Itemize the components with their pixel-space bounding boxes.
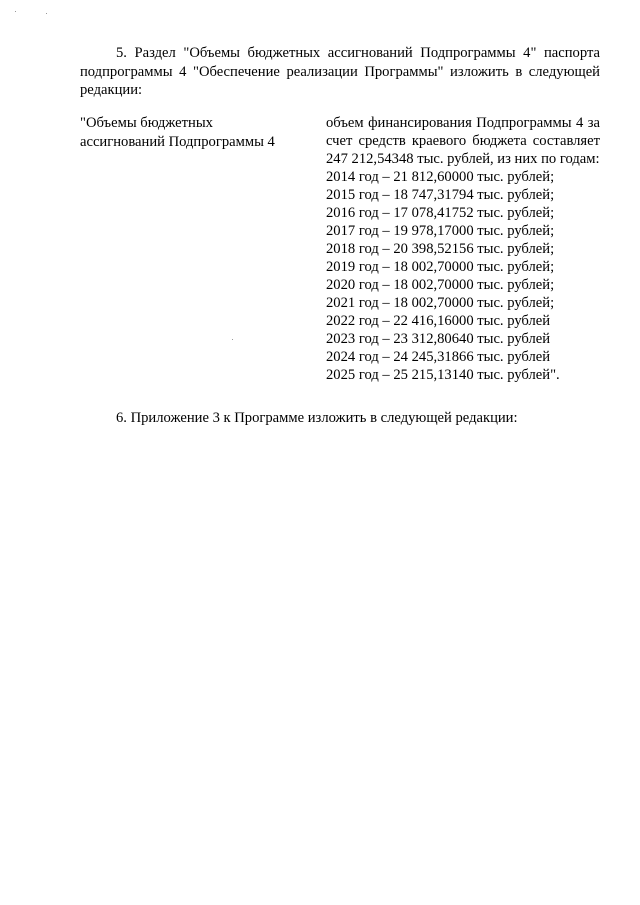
item-6-paragraph: [80, 409, 600, 428]
funding-years-list: [326, 168, 600, 384]
funding-year-item: 2024 год – 24 245,31866 тыс. рублей: [326, 349, 551, 365]
funding-year-item: 2018 год – 20 398,52156 тыс. рублей;: [326, 241, 555, 257]
funding-year-item: 2022 год – 22 416,16000 тыс. рублей: [326, 313, 551, 329]
item-6-text: 6. Приложение 3 к Программе изложить в следующей редакции:: [116, 410, 518, 426]
funding-year-item: 2015 год – 18 747,31794 тыс. рублей;: [326, 187, 555, 203]
funding-label-text: "Объемы бюджетных ассигнований Подпрограммы 4: [80, 115, 275, 150]
funding-year-item: 2023 год – 23 312,80640 тыс. рублей: [326, 331, 551, 347]
scan-speck: [232, 339, 233, 340]
funding-value-cell: [326, 114, 600, 384]
funding-year-item: 2016 год – 17 078,41752 тыс. рублей;: [326, 205, 555, 221]
funding-year-item: 2019 год – 18 002,70000 тыс. рублей;: [326, 259, 555, 275]
funding-year-item: 2021 год – 18 002,70000 тыс. рублей;: [326, 295, 555, 311]
funding-year-item: 2020 год – 18 002,70000 тыс. рублей;: [326, 277, 555, 293]
funding-year-item: 2017 год – 19 978,17000 тыс. рублей;: [326, 223, 555, 239]
funding-year-item: 2025 год – 25 215,13140 тыс. рублей".: [326, 367, 560, 383]
item-5-paragraph: [80, 44, 600, 100]
scan-speck: [15, 11, 16, 12]
scan-speck: [46, 13, 47, 14]
item-5-text: 5. Раздел "Объемы бюджетных ассигнований Подпрограммы 4" паспорта подпрограммы 4 "Обеспечение реализации Программы" изложить в следующей редакции:: [80, 45, 600, 98]
funding-year-item: 2014 год – 21 812,60000 тыс. рублей;: [326, 169, 555, 185]
funding-label-cell: [80, 114, 300, 151]
funding-intro-text: объем финансирования Подпрограммы 4 за счет средств краевого бюджета составляет 247 212,54348 тыс. рублей, из них по годам:: [326, 115, 600, 167]
